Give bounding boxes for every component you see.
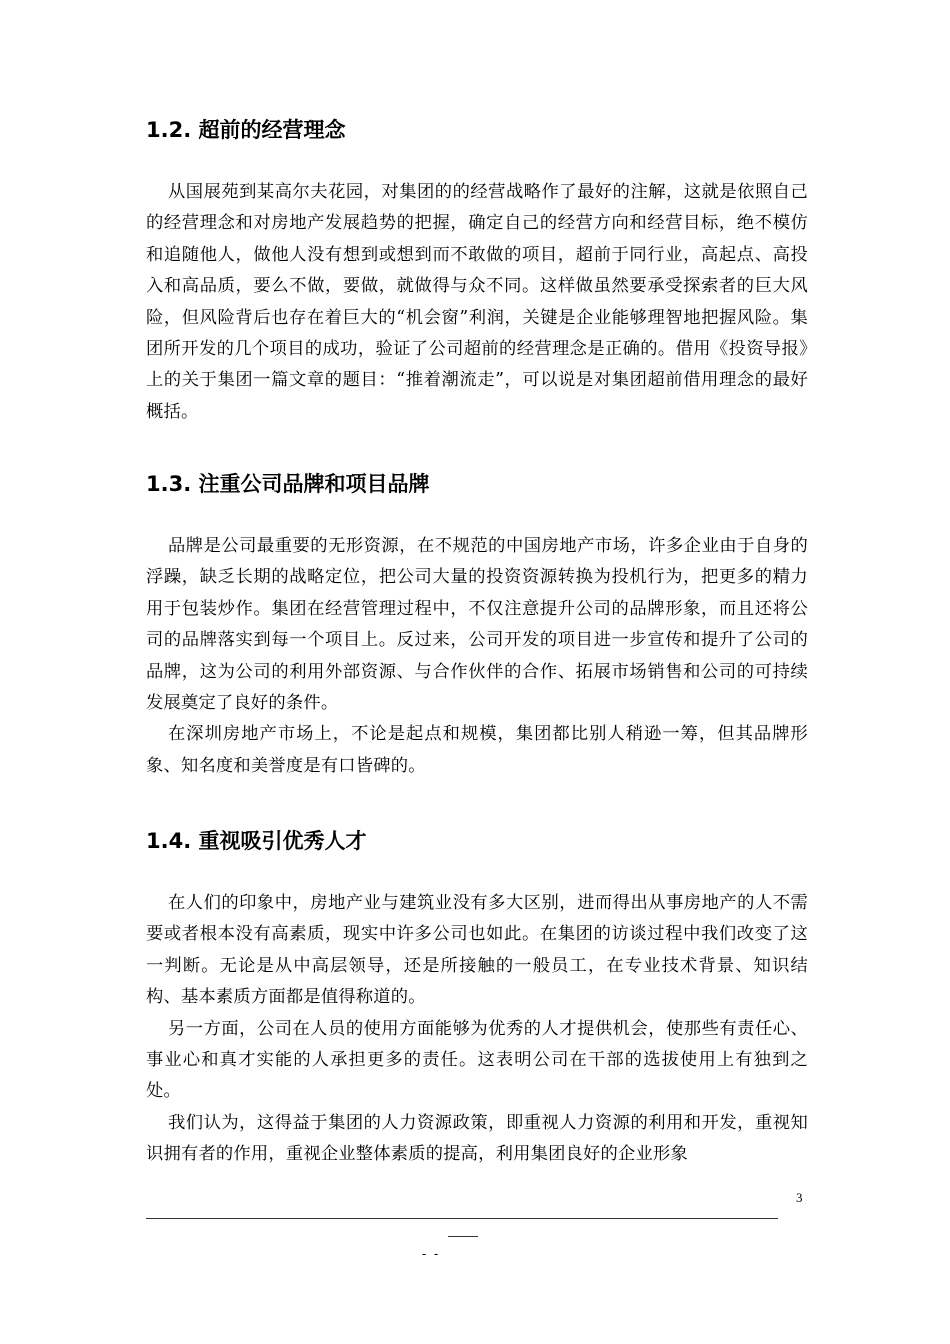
- section-heading: 1.4. 重视吸引优秀人才: [146, 829, 367, 853]
- section-1-2: [146, 112, 808, 428]
- section-heading: 1.2. 超前的经营理念: [146, 118, 346, 142]
- footer-short-divider: [448, 1236, 478, 1237]
- page-number: 3: [796, 1190, 803, 1205]
- paragraph: 在人们的印象中，房地产业与建筑业没有多大区别，进而得出从事房地产的人不需要或者根本没有高素质，现实中许多公司也如此。在集团的访谈过程中我们改变了这一判断。无论是从中高层领导，还是所接触的一般员工，在专业技术背景、知识结构、基本素质方面都是值得称道的。: [146, 893, 808, 1008]
- paragraph: 在深圳房地产市场上，不论是起点和规模，集团都比别人稍逊一筹，但其品牌形象、知名度和美誉度是有口皆碑的。: [146, 724, 808, 776]
- footer-marks: - -: [422, 1246, 441, 1261]
- paragraph: 我们认为，这得益于集团的人力资源政策，即重视人力资源的利用和开发，重视知识拥有者的作用，重视企业整体素质的提高，利用集团良好的企业形象: [146, 1112, 808, 1165]
- paragraph: 从国展苑到某高尔夫花园，对集团的的经营战略作了最好的注解，这就是依照自己的经营理念和对房地产发展趋势的把握，确定自己的经营方向和经营目标，绝不模仿和追随他人，做他人没有想到或想到而不敢做的项目，超前于同行业，高起点、高投入和高品质，要么不做，要做，就做得与众不同。这样做虽然要承受探索者的巨大风险，但风险背后也存在着巨大的“机会窗”利润，关键是企业能够理智地把握风险。集团所开发的几个项目的成功，验证了公司超前的经营理念是正确的。借用《投资导报》上的关于集团一篇文章的题目：“推着潮流走”，可以说是对集团超前借用理念的最好概括。: [146, 182, 808, 422]
- paragraph: 另一方面，公司在人员的使用方面能够为优秀的人才提供机会，使那些有责任心、事业心和真才实能的人承担更多的责任。这表明公司在干部的选拔使用上有独到之处。: [146, 1018, 808, 1102]
- section-heading: 1.3. 注重公司品牌和项目品牌: [146, 472, 430, 496]
- paragraph: 品牌是公司最重要的无形资源，在不规范的中国房地产市场，许多企业由于自身的浮躁，缺乏长期的战略定位，把公司大量的投资资源转换为投机行为，把更多的精力用于包装炒作。集团在经营管理过程中，不仅注意提升公司的品牌形象，而且还将公司的品牌落实到每一个项目上。反过来，公司开发的项目进一步宣传和提升了公司的品牌，这为公司的利用外部资源、与合作伙伴的合作、拓展市场销售和公司的可持续发展奠定了良好的条件。: [146, 536, 808, 714]
- footer-divider: [146, 1218, 778, 1219]
- section-1-4: [146, 823, 808, 1171]
- section-1-3: [146, 466, 808, 782]
